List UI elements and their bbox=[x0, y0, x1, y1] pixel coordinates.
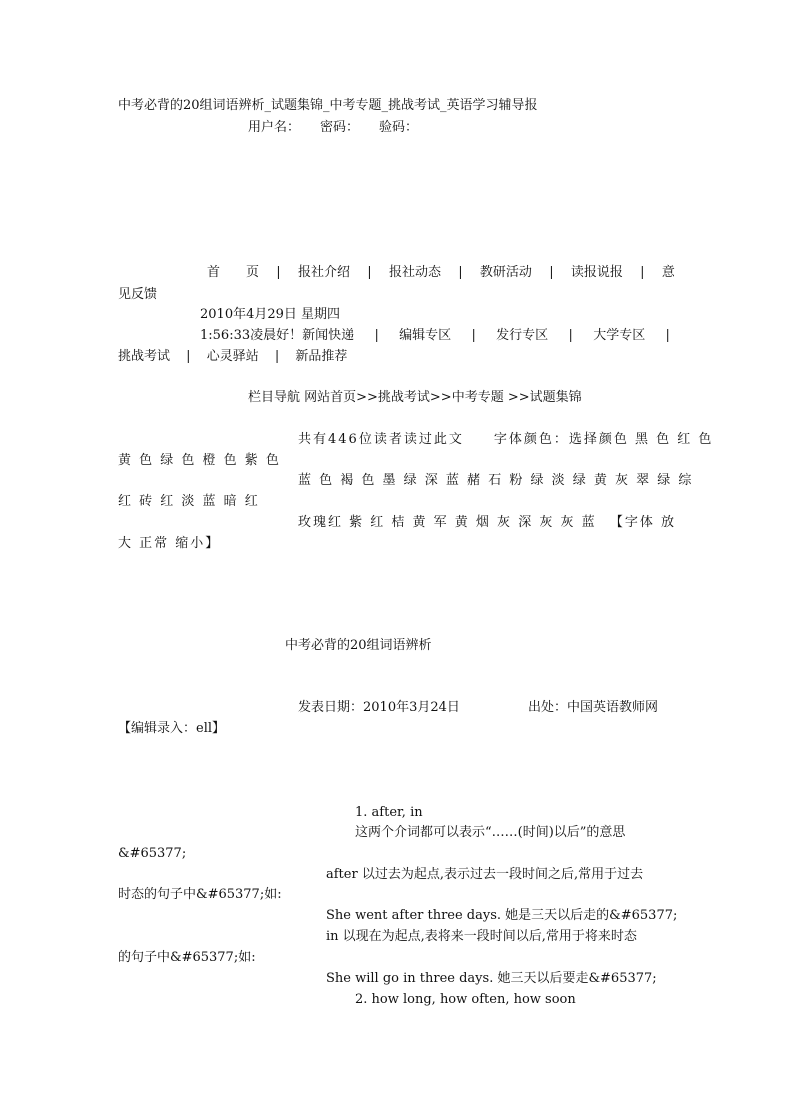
nav-news[interactable]: 报社动态 bbox=[388, 265, 441, 280]
nav-separator: | bbox=[549, 265, 554, 280]
nav-separator: | bbox=[374, 328, 379, 343]
reader-count-colors[interactable]: 共有446位读者读过此文 字体颜色：选择颜色 黑 色 红 色 bbox=[298, 432, 714, 447]
article-line: She will go in three days. 她三天以后要走&#65377; bbox=[326, 971, 657, 986]
login-bar bbox=[248, 119, 418, 137]
editor-label: 【编辑录入：ell】 bbox=[118, 721, 226, 736]
username-label[interactable]: 用户名： bbox=[248, 120, 301, 135]
nav-separator: | bbox=[458, 265, 463, 280]
sub-nav-wrap bbox=[118, 348, 347, 366]
nav-about[interactable]: 报社介绍 bbox=[297, 265, 350, 280]
nav-feedback-start[interactable]: 意 bbox=[661, 265, 675, 280]
nav-distribution[interactable]: 发行专区 bbox=[496, 328, 549, 343]
article-line: 2. how long, how often, how soon bbox=[355, 992, 576, 1007]
font-colors-row4[interactable]: 红 砖 红 淡 蓝 暗 红 bbox=[118, 494, 260, 509]
greeting-news[interactable]: 1:56:33凌晨好！新闻快递 bbox=[200, 328, 355, 343]
nav-exam[interactable]: 挑战考试 bbox=[118, 349, 171, 364]
password-label[interactable]: 密码： bbox=[320, 120, 360, 135]
font-colors-row5 bbox=[298, 514, 676, 532]
nav-feedback-wrap[interactable]: 见反馈 bbox=[118, 287, 158, 302]
font-size-options[interactable]: 大 正常 缩小】 bbox=[118, 536, 221, 551]
captcha-label[interactable]: 验码： bbox=[379, 120, 419, 135]
article-line: in 以现在为起点,表将来一段时间以后,常用于将来时态 bbox=[326, 929, 637, 944]
font-colors-row3[interactable]: 蓝 色 褐 色 墨 绿 深 蓝 赭 石 粉 绿 淡 绿 黄 灰 翠 绿 综 bbox=[298, 473, 694, 488]
nav-home[interactable]: 首 页 bbox=[207, 265, 260, 280]
sub-nav bbox=[200, 327, 670, 345]
nav-separator: | bbox=[186, 349, 191, 364]
font-colors-list[interactable]: 玫瑰红 紫 红 桔 黄 军 黄 烟 灰 深 灰 灰 蓝 bbox=[298, 515, 597, 530]
nav-soul[interactable]: 心灵驿站 bbox=[206, 349, 259, 364]
article-line: after 以过去为起点,表示过去一段时间之后,常用于过去 bbox=[326, 867, 644, 882]
font-colors-row2[interactable]: 黄 色 绿 色 橙 色 紫 色 bbox=[118, 453, 281, 468]
nav-university[interactable]: 大学专区 bbox=[593, 328, 646, 343]
nav-separator: | bbox=[568, 328, 573, 343]
nav-editor[interactable]: 编辑专区 bbox=[399, 328, 452, 343]
breadcrumb[interactable]: 栏目导航 网站首页>>挑战考试>>中考专题 >>试题集锦 bbox=[248, 390, 582, 405]
article-line: 这两个介词都可以表示“……(时间)以后”的意思 bbox=[355, 825, 626, 840]
main-nav bbox=[207, 264, 675, 282]
article-line: 1. after, in bbox=[355, 805, 423, 820]
nav-separator: | bbox=[274, 349, 280, 364]
nav-separator: | bbox=[276, 265, 281, 280]
article-source: 出处：中国英语教师网 bbox=[528, 700, 659, 715]
font-size-controls[interactable]: 【字体 放 bbox=[609, 515, 676, 530]
article-line: 的句子中&#65377;如: bbox=[118, 950, 256, 965]
publish-date: 发表日期：2010年3月24日 bbox=[298, 700, 460, 715]
article-line: &#65377; bbox=[118, 846, 187, 861]
article-line: She went after three days. 她是三天以后走的&#65377; bbox=[326, 908, 678, 923]
nav-reading[interactable]: 读报说报 bbox=[570, 265, 623, 280]
nav-separator: | bbox=[367, 265, 372, 280]
nav-separator: | bbox=[640, 265, 645, 280]
page-title: 中考必背的20组词语辨析_试题集锦_中考专题_挑战考试_英语学习辅导报 bbox=[118, 98, 538, 113]
current-date: 2010年4月29日 星期四 bbox=[200, 307, 341, 322]
nav-separator: | bbox=[471, 328, 476, 343]
nav-separator: | bbox=[665, 328, 670, 343]
nav-research[interactable]: 教研活动 bbox=[479, 265, 532, 280]
nav-products[interactable]: 新品推荐 bbox=[295, 349, 348, 364]
article-line: 时态的句子中&#65377;如: bbox=[118, 887, 282, 902]
article-title: 中考必背的20组词语辨析 bbox=[285, 638, 432, 653]
